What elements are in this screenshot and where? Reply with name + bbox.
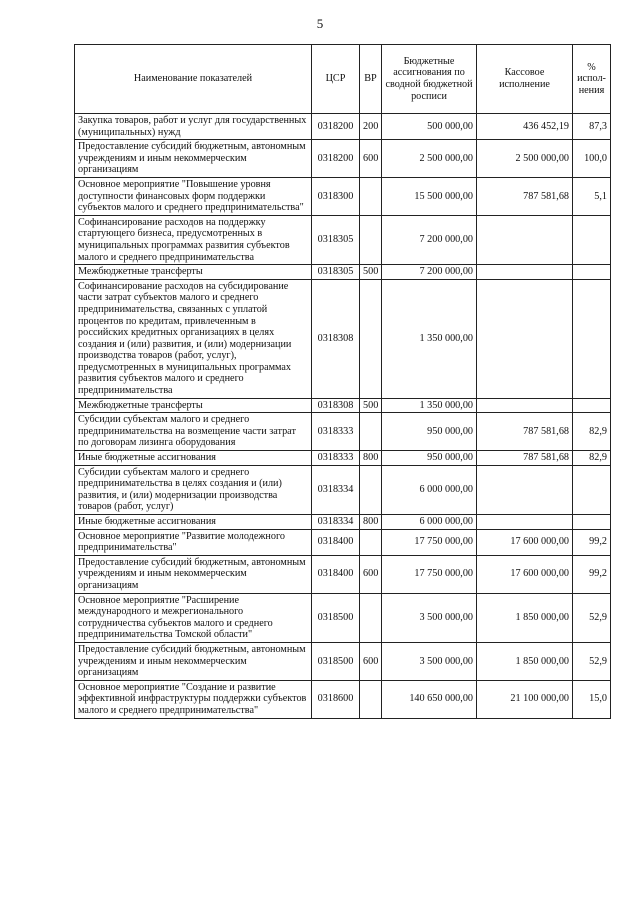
row-csr: 0318333 — [312, 451, 360, 466]
row-name: Софинансирование расходов на субсидирование части затрат субъектов малого и среднего предпринимательства, связанных с уплатой процентов по кредитам, привлеченным в российских кредитных организациях в целях создания и (или) развития, и (или) модернизации производства товаров (работ, услуг), предусмотренных в муниципальных программах развития субъектов малого и среднего предпринимательства — [75, 279, 312, 398]
table-row — [75, 642, 611, 680]
row-vr — [360, 529, 382, 555]
row-name: Предоставление субсидий бюджетным, автономным учреждениям и иным некоммерческим организациям — [75, 555, 312, 593]
row-csr: 0318308 — [312, 279, 360, 398]
row-percent — [573, 279, 611, 398]
row-name: Основное мероприятие "Развитие молодежного предпринимательства" — [75, 529, 312, 555]
row-csr: 0318500 — [312, 593, 360, 642]
row-budget: 2 500 000,00 — [382, 140, 477, 178]
row-csr: 0318308 — [312, 398, 360, 413]
row-csr: 0318400 — [312, 555, 360, 593]
header-vr: ВР — [360, 45, 382, 114]
table-row — [75, 515, 611, 530]
row-name: Основное мероприятие "Повышение уровня доступности финансовых форм поддержки субъектов малого и среднего предпринимательства" — [75, 177, 312, 215]
table-row — [75, 555, 611, 593]
row-percent: 87,3 — [573, 114, 611, 140]
header-budget: Бюджетные ассигнования по сводной бюджетной росписи — [382, 45, 477, 114]
table-row — [75, 398, 611, 413]
row-percent — [573, 465, 611, 514]
row-cash — [477, 265, 573, 280]
row-csr: 0318333 — [312, 413, 360, 451]
row-name: Предоставление субсидий бюджетным, автономным учреждениям и иным некоммерческим организациям — [75, 140, 312, 178]
table-row — [75, 215, 611, 264]
table-header-row — [75, 45, 611, 114]
row-csr: 0318500 — [312, 642, 360, 680]
budget-execution-table — [74, 44, 611, 719]
row-percent: 52,9 — [573, 642, 611, 680]
row-name: Основное мероприятие "Расширение международного и межрегионального сотрудничества субъектов малого и среднего предпринимательства Томской области" — [75, 593, 312, 642]
table-row — [75, 465, 611, 514]
row-name: Иные бюджетные ассигнования — [75, 515, 312, 530]
row-budget: 7 200 000,00 — [382, 215, 477, 264]
row-vr — [360, 177, 382, 215]
row-percent — [573, 215, 611, 264]
table-row — [75, 140, 611, 178]
header-percent: % испол-нения — [573, 45, 611, 114]
row-cash: 21 100 000,00 — [477, 680, 573, 718]
row-cash: 2 500 000,00 — [477, 140, 573, 178]
row-csr: 0318300 — [312, 177, 360, 215]
header-csr: ЦСР — [312, 45, 360, 114]
row-csr: 0318305 — [312, 265, 360, 280]
row-name: Софинансирование расходов на поддержку стартующего бизнеса, предусмотренных в муниципальных программах развития субъектов малого и среднего предпринимательства — [75, 215, 312, 264]
row-vr: 500 — [360, 265, 382, 280]
row-vr — [360, 680, 382, 718]
row-budget: 15 500 000,00 — [382, 177, 477, 215]
row-vr: 600 — [360, 140, 382, 178]
row-vr — [360, 215, 382, 264]
row-cash — [477, 279, 573, 398]
row-percent — [573, 265, 611, 280]
row-percent — [573, 515, 611, 530]
row-name: Иные бюджетные ассигнования — [75, 451, 312, 466]
row-name: Межбюджетные трансферты — [75, 265, 312, 280]
table-row — [75, 265, 611, 280]
row-vr: 600 — [360, 555, 382, 593]
table-row — [75, 413, 611, 451]
row-budget: 3 500 000,00 — [382, 642, 477, 680]
row-name: Субсидии субъектам малого и среднего предпринимательства в целях создания и (или) развития, и (или) модернизации производства товаров (работ, услуг) — [75, 465, 312, 514]
row-budget: 1 350 000,00 — [382, 398, 477, 413]
row-percent — [573, 398, 611, 413]
row-percent: 82,9 — [573, 413, 611, 451]
row-cash — [477, 215, 573, 264]
row-vr — [360, 465, 382, 514]
row-cash — [477, 398, 573, 413]
row-csr: 0318305 — [312, 215, 360, 264]
row-name: Субсидии субъектам малого и среднего предпринимательства на возмещение части затрат по договорам лизинга оборудования — [75, 413, 312, 451]
row-budget: 1 350 000,00 — [382, 279, 477, 398]
row-budget: 950 000,00 — [382, 413, 477, 451]
row-budget: 7 200 000,00 — [382, 265, 477, 280]
header-name: Наименование показателей — [75, 45, 312, 114]
row-budget: 500 000,00 — [382, 114, 477, 140]
row-budget: 6 000 000,00 — [382, 465, 477, 514]
row-budget: 3 500 000,00 — [382, 593, 477, 642]
row-csr: 0318600 — [312, 680, 360, 718]
row-budget: 17 750 000,00 — [382, 555, 477, 593]
row-cash — [477, 515, 573, 530]
row-percent: 82,9 — [573, 451, 611, 466]
row-name: Предоставление субсидий бюджетным, автономным учреждениям и иным некоммерческим организациям — [75, 642, 312, 680]
table-row — [75, 593, 611, 642]
row-vr: 800 — [360, 515, 382, 530]
row-cash: 17 600 000,00 — [477, 529, 573, 555]
row-vr — [360, 413, 382, 451]
row-vr: 200 — [360, 114, 382, 140]
row-name: Закупка товаров, работ и услуг для государственных (муниципальных) нужд — [75, 114, 312, 140]
header-cash: Кассовое исполнение — [477, 45, 573, 114]
row-csr: 0318400 — [312, 529, 360, 555]
row-budget: 950 000,00 — [382, 451, 477, 466]
row-cash: 787 581,68 — [477, 177, 573, 215]
row-cash: 1 850 000,00 — [477, 642, 573, 680]
row-cash: 17 600 000,00 — [477, 555, 573, 593]
page-number: 5 — [316, 16, 324, 31]
row-percent: 99,2 — [573, 555, 611, 593]
row-cash: 1 850 000,00 — [477, 593, 573, 642]
row-percent: 100,0 — [573, 140, 611, 178]
row-csr: 0318200 — [312, 140, 360, 178]
row-name: Межбюджетные трансферты — [75, 398, 312, 413]
row-percent: 5,1 — [573, 177, 611, 215]
table-row — [75, 177, 611, 215]
row-name: Основное мероприятие "Создание и развитие эффективной инфраструктуры поддержки субъектов малого и среднего предпринимательства" — [75, 680, 312, 718]
row-percent: 15,0 — [573, 680, 611, 718]
row-budget: 6 000 000,00 — [382, 515, 477, 530]
table-row — [75, 680, 611, 718]
row-budget: 140 650 000,00 — [382, 680, 477, 718]
table-row — [75, 114, 611, 140]
row-vr: 800 — [360, 451, 382, 466]
row-vr — [360, 279, 382, 398]
row-csr: 0318334 — [312, 465, 360, 514]
row-cash: 787 581,68 — [477, 451, 573, 466]
row-percent: 99,2 — [573, 529, 611, 555]
row-csr: 0318334 — [312, 515, 360, 530]
row-vr: 600 — [360, 642, 382, 680]
row-vr — [360, 593, 382, 642]
row-csr: 0318200 — [312, 114, 360, 140]
row-cash: 787 581,68 — [477, 413, 573, 451]
row-vr: 500 — [360, 398, 382, 413]
table-row — [75, 451, 611, 466]
row-cash — [477, 465, 573, 514]
row-cash: 436 452,19 — [477, 114, 573, 140]
row-budget: 17 750 000,00 — [382, 529, 477, 555]
row-percent: 52,9 — [573, 593, 611, 642]
table-row — [75, 279, 611, 398]
table-row — [75, 529, 611, 555]
